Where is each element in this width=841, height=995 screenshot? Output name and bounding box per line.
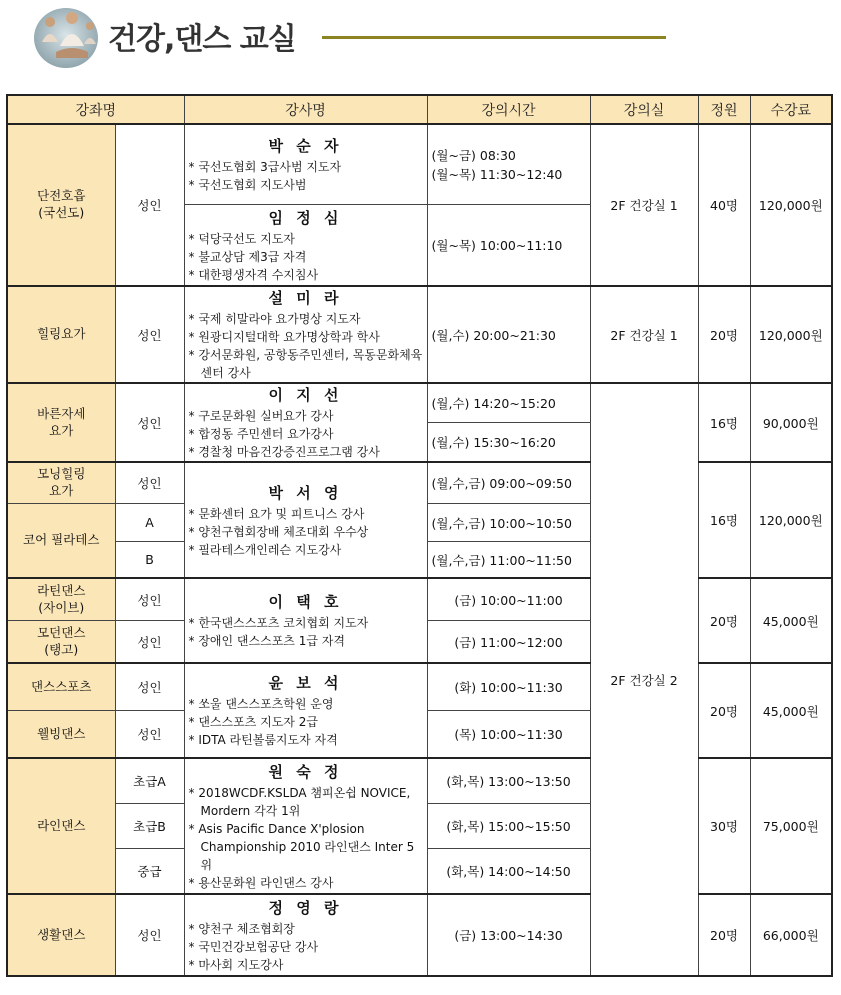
instructor-name: 윤 보 석: [268, 674, 343, 692]
capacity: 20명: [698, 286, 750, 383]
capacity: 40명: [698, 124, 750, 286]
table-row: [7, 578, 832, 621]
class-time: (화,목) 15:00~15:50: [427, 804, 590, 849]
instructor-cell: [184, 758, 427, 894]
course-name: 라틴댄스 (자이브): [7, 578, 115, 621]
table-row: [7, 894, 832, 976]
table-row: [7, 286, 832, 383]
instructor-name: 임 정 심: [268, 208, 343, 227]
instructor-name: 박 순 자: [268, 137, 343, 155]
course-name: 힐링요가: [7, 286, 115, 383]
course-target: 중급: [115, 849, 184, 895]
class-time: (월,수,금) 10:00~10:50: [427, 504, 590, 542]
course-name: 모닝힐링 요가: [7, 462, 115, 504]
instructor-name: 원 숙 정: [268, 762, 343, 781]
class-time: (금) 11:00~12:00: [427, 621, 590, 664]
credential: * 댄스스포츠 지도자 2급: [188, 715, 318, 729]
credential: * 장애인 댄스스포츠 1급 자격: [188, 634, 345, 648]
fee: 66,000원: [750, 894, 832, 976]
credential: * 양천구 체조협회장: [188, 921, 295, 936]
table-row: [7, 462, 832, 504]
fee: 45,000원: [750, 578, 832, 663]
instructor-name: 이 택 호: [268, 593, 343, 611]
capacity: 30명: [698, 758, 750, 894]
class-time: (월~금) 08:30 (월~목) 11:30~12:40: [427, 124, 590, 205]
course-target: 성인: [115, 383, 184, 462]
credential: * 국민건강보험공단 강사: [188, 939, 319, 954]
page-header: [32, 4, 672, 68]
course-target: 성인: [115, 286, 184, 383]
course-name: 코어 필라테스: [7, 504, 115, 579]
class-time: (월~목) 10:00~11:10: [427, 205, 590, 287]
classroom: 2F 건강실 1: [590, 124, 698, 286]
credential: * 국선도협회 지도사범: [188, 178, 307, 192]
title-underline: [322, 36, 666, 39]
fee: 120,000원: [750, 462, 832, 578]
class-time: (금) 10:00~11:00: [427, 578, 590, 621]
course-name: 생활댄스: [7, 894, 115, 976]
credential: * 대한평생자격 수지침사: [188, 267, 319, 282]
course-target: 초급B: [115, 804, 184, 849]
capacity: 20명: [698, 894, 750, 976]
course-target: 성인: [115, 578, 184, 621]
fee: 45,000원: [750, 663, 832, 758]
header-instructor: 강사명: [184, 95, 427, 124]
course-name: 단전호흡 (국선도): [7, 124, 115, 286]
page-title: 건강,댄스 교실: [108, 22, 296, 57]
header-time: 강의시간: [427, 95, 590, 124]
fee: 90,000원: [750, 383, 832, 462]
instructor-name: 박 서 영: [268, 483, 343, 502]
course-name: 모던댄스 (탱고): [7, 621, 115, 664]
credential: * 국선도협회 3급사범 지도자: [188, 160, 342, 174]
fee: 120,000원: [750, 124, 832, 286]
credential: * 2018WCDF.KSLDA 챔피온쉽 NOVICE, Mordern 각각 1위: [188, 785, 411, 818]
header-fee: 수강료: [750, 95, 832, 124]
class-time: (월,수) 20:00~21:30: [427, 286, 590, 383]
instructor-cell: [184, 286, 427, 383]
course-name: 웰빙댄스: [7, 711, 115, 759]
instructor-cell: [184, 124, 427, 205]
credential: * 마사회 지도강사: [188, 957, 284, 972]
course-name: 바른자세 요가: [7, 383, 115, 462]
instructor-name: 정 영 랑: [268, 898, 343, 917]
instructor-cell: [184, 462, 427, 578]
credential: * 국제 히말라야 요가명상 지도자: [188, 312, 361, 326]
credential: * 구로문화원 실버요가 강사: [188, 409, 334, 423]
class-time: (화,목) 13:00~13:50: [427, 758, 590, 804]
instructor-name: 설 미 라: [268, 289, 343, 307]
credential: * 문화센터 요가 및 피트니스 강사: [188, 506, 365, 521]
credential: * 불교상담 제3급 자격: [188, 249, 307, 264]
instructor-cell: [184, 894, 427, 976]
credential: * 용산문화원 라인댄스 강사: [188, 875, 334, 890]
course-target: B: [115, 542, 184, 579]
credential: * 양천구협회장배 체조대회 우수상: [188, 524, 369, 539]
capacity: 16명: [698, 383, 750, 462]
credential: * IDTA 라틴볼룸지도자 자격: [188, 733, 338, 747]
course-target: A: [115, 504, 184, 542]
class-time: (금) 13:00~14:30: [427, 894, 590, 976]
yoga-meditation-image: [32, 4, 100, 68]
credential: * 필라테스개인레슨 지도강사: [188, 542, 342, 557]
capacity: 20명: [698, 663, 750, 758]
classroom: 2F 건강실 1: [590, 286, 698, 383]
credential: * 한국댄스스포츠 코치협회 지도자: [188, 616, 369, 630]
class-time: (화,목) 14:00~14:50: [427, 849, 590, 895]
class-time: (월,수) 14:20~15:20: [427, 383, 590, 423]
header-course: 강좌명: [7, 95, 184, 124]
class-time: (월,수) 15:30~16:20: [427, 423, 590, 463]
course-target: 성인: [115, 663, 184, 711]
capacity: 20명: [698, 578, 750, 663]
table-row: [7, 383, 832, 423]
course-target: 성인: [115, 124, 184, 286]
class-time: (월,수,금) 09:00~09:50: [427, 462, 590, 504]
classroom: 2F 건강실 2: [590, 383, 698, 976]
fee: 120,000원: [750, 286, 832, 383]
class-time: (화) 10:00~11:30: [427, 663, 590, 711]
credential: * 원광디지털대학 요가명상학과 학사: [188, 330, 380, 344]
instructor-cell: [184, 663, 427, 758]
class-time: (월,수,금) 11:00~11:50: [427, 542, 590, 579]
credential: * 강서문화원, 공항동주민센터, 목동문화체육센터 강사: [188, 348, 423, 380]
capacity: 16명: [698, 462, 750, 578]
instructor-cell: [184, 205, 427, 287]
instructor-cell: [184, 383, 427, 462]
course-target: 초급A: [115, 758, 184, 804]
credential: * Asis Pacific Dance X'plosion Championship 2010 라인댄스 Inter 5위: [188, 821, 415, 872]
schedule-table: [6, 94, 833, 977]
table-header-row: [7, 95, 832, 124]
credential: * 쏘울 댄스스포츠학원 운영: [188, 697, 334, 711]
table-row: [7, 124, 832, 205]
course-target: 성인: [115, 711, 184, 759]
course-target: 성인: [115, 894, 184, 976]
header-room: 강의실: [590, 95, 698, 124]
course-name: 라인댄스: [7, 758, 115, 894]
fee: 75,000원: [750, 758, 832, 894]
header-capacity: 정원: [698, 95, 750, 124]
instructor-name: 이 지 선: [268, 386, 343, 404]
instructor-cell: [184, 578, 427, 663]
course-target: 성인: [115, 621, 184, 664]
credential: * 합정동 주민센터 요가강사: [188, 427, 334, 441]
course-target: 성인: [115, 462, 184, 504]
credential: * 덕당국선도 지도자: [188, 231, 295, 246]
course-name: 댄스스포츠: [7, 663, 115, 711]
table-row: [7, 663, 832, 711]
credential: * 경찰청 마음건강증진프로그램 강사: [188, 445, 380, 459]
class-time: (목) 10:00~11:30: [427, 711, 590, 759]
table-row: [7, 758, 832, 804]
